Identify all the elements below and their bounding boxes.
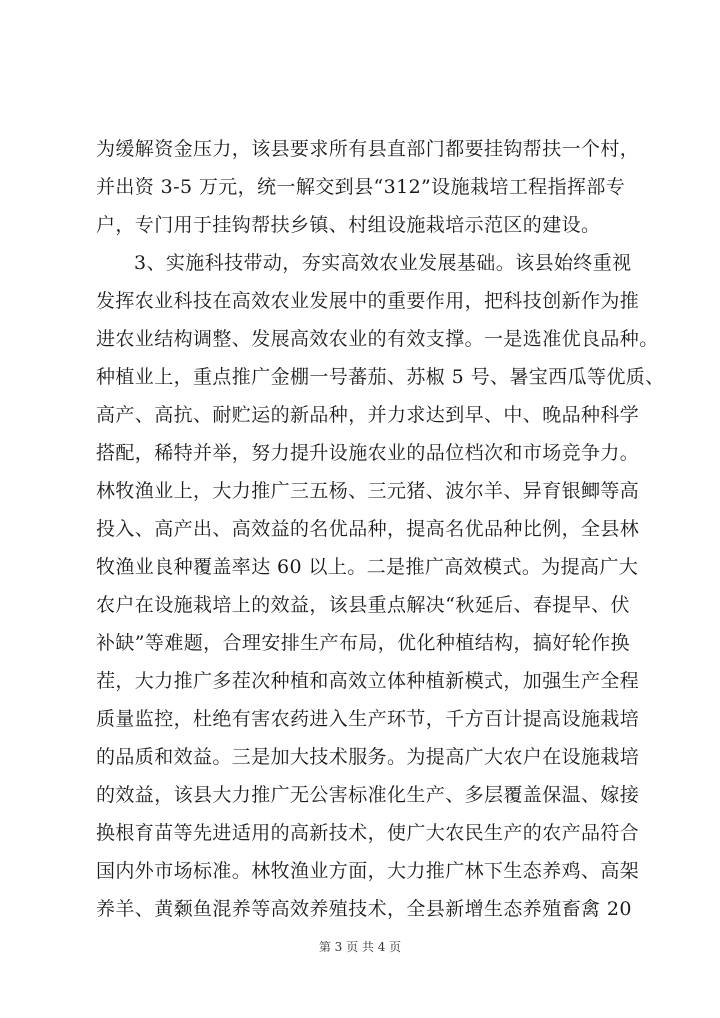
paragraph-line: 种植业上，重点推广金棚一号蕃茄、苏椒 5 号、暑宝西瓜等优质、 xyxy=(96,366,665,388)
paragraph-line: 户，专门用于挂钩帮扶乡镇、村组设施栽培示范区的建设。 xyxy=(96,214,601,236)
paragraph-line: 并出资 3-5 万元，统一解交到县“312”设施栽培工程指挥部专 xyxy=(96,176,626,198)
paragraph-line: 农户在设施栽培上的效益，该县重点解决“秋延后、春提早、伏 xyxy=(96,594,630,616)
paragraph-line: 发挥农业科技在高效农业发展中的重要作用，把科技创新作为推 xyxy=(96,290,640,312)
paragraph-line: 进农业结构调整、发展高效农业的有效支撑。一是选准优良品种。 xyxy=(96,328,659,350)
paragraph-line: 牧渔业良种覆盖率达 60 以上。二是推广高效模式。为提高广大 xyxy=(96,556,639,578)
paragraph-line: 换根育苗等先进适用的高新技术，使广大农民生产的农产品符合 xyxy=(96,822,640,844)
paragraph-line: 林牧渔业上，大力推广三五杨、三元猪、波尔羊、异育银鲫等高 xyxy=(96,480,640,502)
paragraph-line: 的品质和效益。三是加大技术服务。为提高广大农户在设施栽培 xyxy=(96,746,640,768)
paragraph-line: 搭配，稀特并举，努力提升设施农业的品位档次和市场竞争力。 xyxy=(96,442,640,464)
paragraph-line: 3、实施科技带动，夯实高效农业发展基础。该县始终重视 xyxy=(134,252,632,274)
paragraph-line: 的效益，该县大力推广无公害标准化生产、多层覆盖保温、嫁接 xyxy=(96,784,640,806)
paragraph-line: 茬，大力推广多茬次种植和高效立体种植新模式，加强生产全程 xyxy=(96,670,640,692)
paragraph-line: 质量监控，杜绝有害农药进入生产环节，千方百计提高设施栽培 xyxy=(96,708,640,730)
page-footer: 第 3 页 共 4 页 xyxy=(318,940,402,954)
paragraph-line: 投入、高产出、高效益的名优品种，提高名优品种比例，全县林 xyxy=(96,518,640,540)
paragraph-line: 为缓解资金压力，该县要求所有县直部门都要挂钩帮扶一个村， xyxy=(96,138,640,160)
paragraph-line: 补缺”等难题，合理安排生产布局，优化种植结构，搞好轮作换 xyxy=(96,632,630,654)
paragraph-line: 养羊、黄颡鱼混养等高效养殖技术，全县新增生态养殖畜禽 20 xyxy=(96,898,632,920)
paragraph-line: 国内外市场标准。林牧渔业方面，大力推广林下生态养鸡、高架 xyxy=(96,860,640,882)
paragraph-line: 高产、高抗、耐贮运的新品种，并力求达到早、中、晚品种科学 xyxy=(96,404,640,426)
